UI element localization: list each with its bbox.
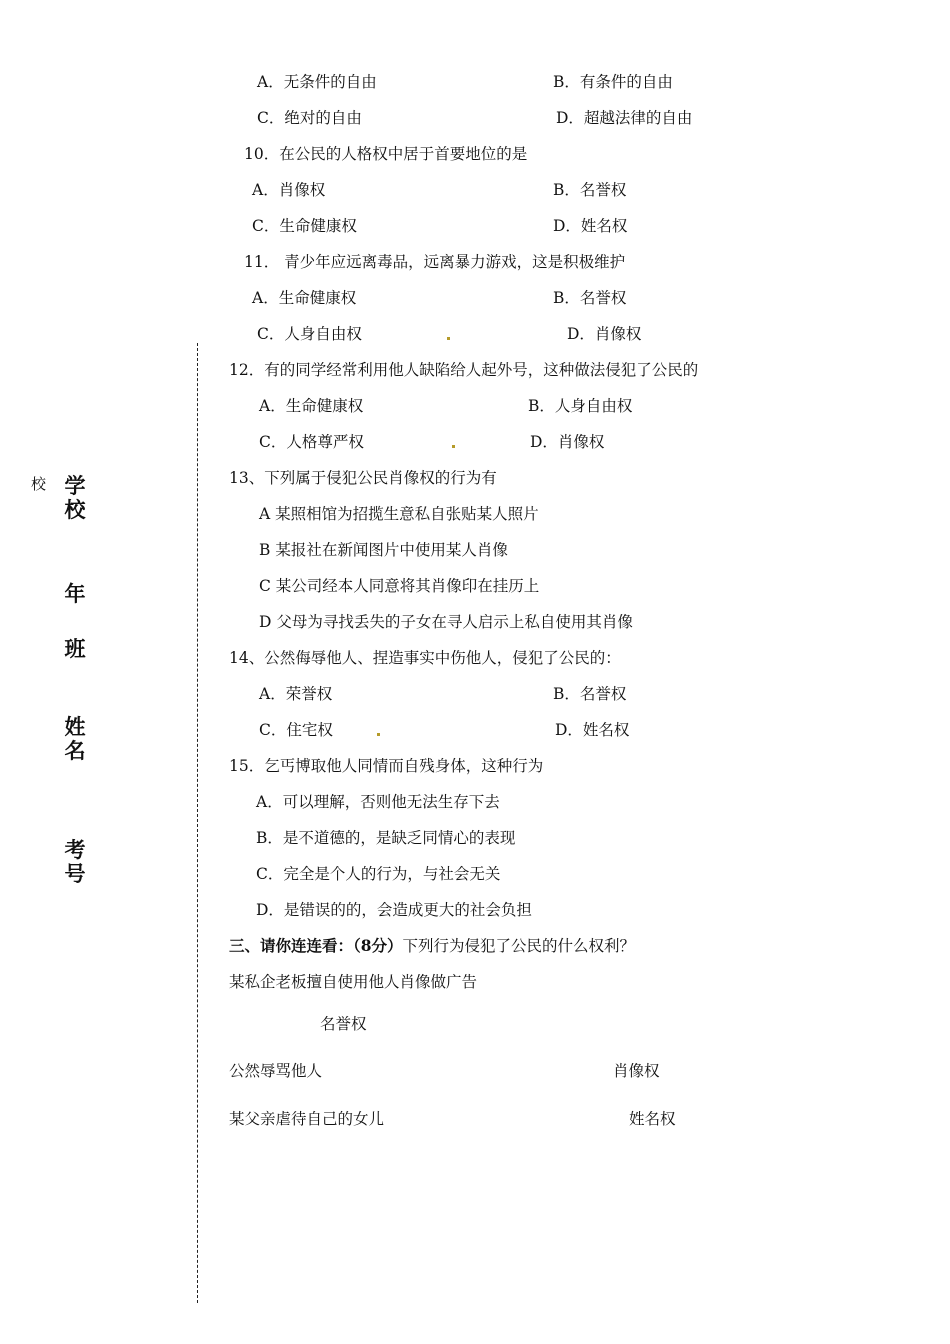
section3-title <box>229 936 635 956</box>
q12-option-c: C．人格尊严权 <box>259 433 364 451</box>
match-left-item-3: 某父亲虐待自己的女儿 <box>229 1110 385 1128</box>
q14-option-b: B．名誉权 <box>553 685 627 703</box>
q12-option-d: D．肖像权 <box>530 433 605 451</box>
q14-option-d: D．姓名权 <box>555 721 630 739</box>
q10-stem: 10．在公民的人格权中居于首要地位的是 <box>244 145 528 163</box>
margin-label-nian: 年 <box>64 582 86 606</box>
margin-label-xiao: 校 <box>64 498 86 522</box>
q10-option-d: D．姓名权 <box>553 217 628 235</box>
q13-stem: 13、下列属于侵犯公民肖像权的行为有 <box>229 469 497 487</box>
q15-option-a: A．可以理解，否则他无法生存下去 <box>256 793 500 811</box>
binding-cut-line <box>197 343 198 1303</box>
section3-heading: 三、请你连连看：（8分） <box>229 936 403 955</box>
stray-dot-mark <box>377 733 380 736</box>
q13-option-c: C 某公司经本人同意将其肖像印在挂历上 <box>259 577 540 595</box>
q9-option-b: B．有条件的自由 <box>553 73 673 91</box>
margin-label-hao: 号 <box>64 862 86 886</box>
q10-option-b: B．名誉权 <box>553 181 627 199</box>
q10-option-c: C．生命健康权 <box>252 217 357 235</box>
q12-stem: 12．有的同学经常利用他人缺陷给人起外号，这种做法侵犯了公民的 <box>229 361 699 379</box>
margin-label-ming: 名 <box>64 739 86 763</box>
q12-option-b: B．人身自由权 <box>528 397 633 415</box>
margin-label-ban: 班 <box>64 637 86 661</box>
q9-option-a: A．无条件的自由 <box>257 73 377 91</box>
q10-option-a: A．肖像权 <box>252 181 326 199</box>
q11-stem: 11． 青少年应远离毒品，远离暴力游戏，这是积极维护 <box>244 253 626 271</box>
q15-option-d: D．是错误的的，会造成更大的社会负担 <box>256 901 532 919</box>
q12-option-a: A．生命健康权 <box>259 397 364 415</box>
q9-option-c: C．绝对的自由 <box>257 109 362 127</box>
q15-option-b: B．是不道德的，是缺乏同情心的表现 <box>256 829 516 847</box>
match-right-item-2: 肖像权 <box>613 1062 660 1080</box>
match-left-item-2: 公然辱骂他人 <box>229 1062 323 1080</box>
q13-option-d: D 父母为寻找丢失的子女在寻人启示上私自使用其肖像 <box>259 613 633 631</box>
margin-label-xing: 姓 <box>64 715 86 739</box>
q14-option-a: A．荣誉权 <box>259 685 333 703</box>
q13-option-b: B 某报社在新闻图片中使用某人肖像 <box>259 541 508 559</box>
q15-stem: 15．乞丐博取他人同情而自残身体，这种行为 <box>229 757 544 775</box>
match-left-item-1: 某私企老板擅自使用他人肖像做广告 <box>229 973 478 991</box>
q11-option-d: D．肖像权 <box>567 325 642 343</box>
stray-dot-mark <box>447 337 450 340</box>
q15-option-c: C．完全是个人的行为，与社会无关 <box>256 865 501 883</box>
margin-small-label: 校 <box>31 475 47 493</box>
q11-option-b: B．名誉权 <box>553 289 627 307</box>
margin-label-xue: 学 <box>64 474 86 498</box>
q9-option-d: D．超越法律的自由 <box>556 109 693 127</box>
section3-instruction: 下列行为侵犯了公民的什么权利？ <box>402 937 636 955</box>
q14-option-c: C．住宅权 <box>259 721 333 739</box>
margin-label-kao: 考 <box>64 838 86 862</box>
stray-dot-mark <box>452 445 455 448</box>
match-right-item-3: 姓名权 <box>629 1110 676 1128</box>
q11-option-c: C．人身自由权 <box>257 325 362 343</box>
q11-option-a: A．生命健康权 <box>252 289 357 307</box>
q13-option-a: A 某照相馆为招揽生意私自张贴某人照片 <box>259 505 539 523</box>
match-right-item-1: 名誉权 <box>320 1015 367 1033</box>
q14-stem: 14、公然侮辱他人、捏造事实中伤他人，侵犯了公民的： <box>229 649 621 667</box>
